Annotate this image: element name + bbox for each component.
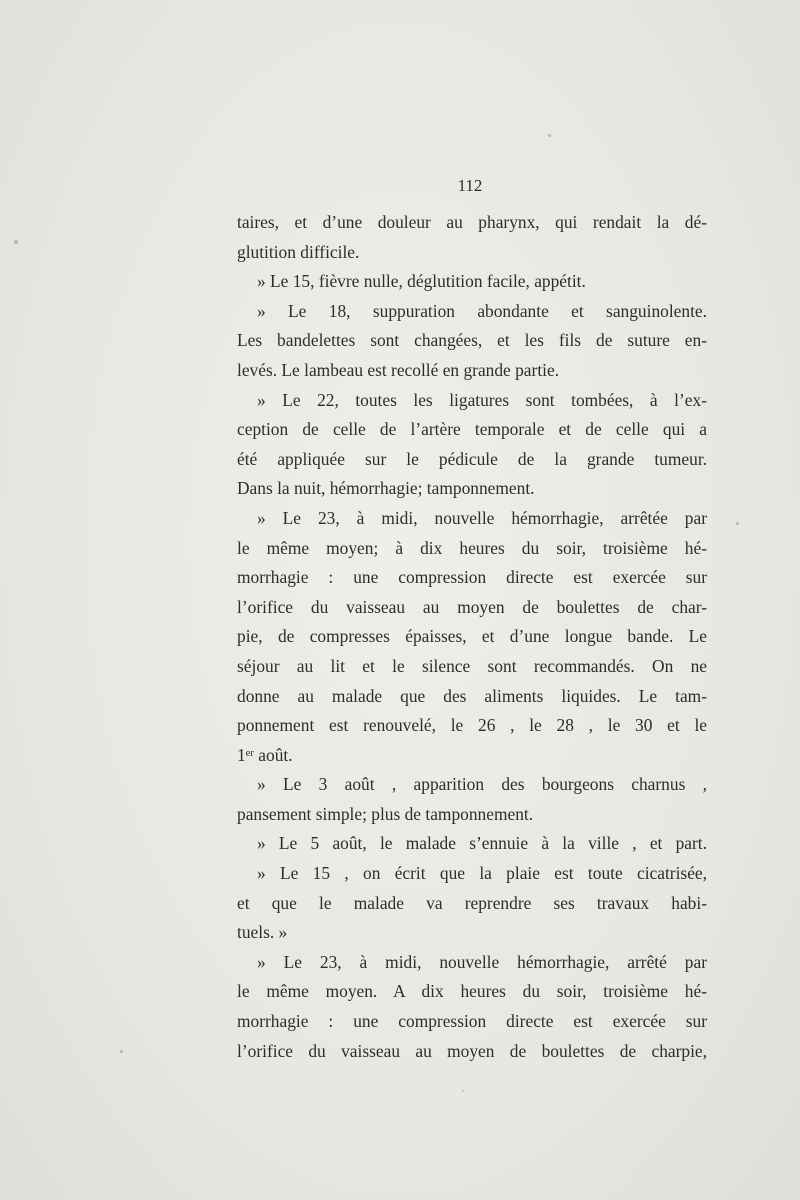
text-line: morrhagie : une compression directe est exercée sur [237, 567, 707, 588]
text-line: » Le 23, à midi, nouvelle hémorrhagie, arrêtée par [257, 507, 707, 528]
body-text [237, 208, 707, 1066]
text-line: » Le 18, suppuration abondante et sanguinolente. [257, 300, 707, 321]
text-line: morrhagie : une compression directe est exercée sur [237, 1011, 707, 1032]
text-line: et que le malade va reprendre ses travaux habi- [237, 892, 707, 913]
text-line: pie, de compresses épaisses, et d’une longue bande. Le [237, 626, 707, 647]
text-line: l’orifice du vaisseau au moyen de boulettes de char- [237, 596, 707, 617]
paper-speck [548, 134, 551, 137]
text-line: tuels. » [237, 922, 288, 943]
text-line: pansement simple; plus de tamponnement. [237, 803, 534, 824]
text-line: » Le 5 août, le malade s’ennuie à la ville , et part. [257, 833, 707, 854]
text-line: ception de celle de l’artère temporale et de celle qui a [237, 419, 707, 440]
paper-speck [736, 522, 739, 525]
text-line: taires, et d’une douleur au pharynx, qui rendait la dé- [237, 212, 707, 232]
text-line: 1ᵉʳ août. [237, 744, 293, 765]
text-line: » Le 3 août , apparition des bourgeons charnus , [257, 774, 707, 795]
text-line: séjour au lit et le silence sont recommandés. On ne [237, 655, 707, 676]
paper-speck [14, 240, 18, 244]
text-line: le même moyen. A dix heures du soir, troisième hé- [237, 981, 707, 1002]
text-line: » Le 23, à midi, nouvelle hémorrhagie, arrêté par [257, 951, 707, 972]
text-line: Les bandelettes sont changées, et les fils de suture en- [237, 330, 707, 351]
text-line: » Le 22, toutes les ligatures sont tombées, à l’ex- [257, 389, 707, 410]
text-line: levés. Le lambeau est recollé en grande partie. [237, 359, 560, 380]
page-number: 112 [457, 176, 483, 195]
text-line: ponnement est renouvelé, le 26 , le 28 , le 30 et le [237, 715, 707, 736]
text-line: » Le 15, fièvre nulle, déglutition facile, appétit. [257, 271, 586, 292]
text-line: été appliquée sur le pédicule de la grande tumeur. [237, 448, 707, 469]
paper-speck [462, 1090, 464, 1092]
paper-speck [120, 1050, 123, 1053]
text-line: Dans la nuit, hémorrhagie; tamponnement. [237, 478, 535, 499]
text-line: » Le 15 , on écrit que la plaie est toute cicatrisée, [257, 863, 707, 884]
text-line: glutition difficile. [237, 241, 360, 262]
text-line: l’orifice du vaisseau au moyen de boulettes de charpie, [237, 1040, 707, 1061]
text-line: le même moyen; à dix heures du soir, troisième hé- [237, 537, 707, 558]
text-line: donne au malade que des aliments liquides. Le tam- [237, 685, 707, 706]
